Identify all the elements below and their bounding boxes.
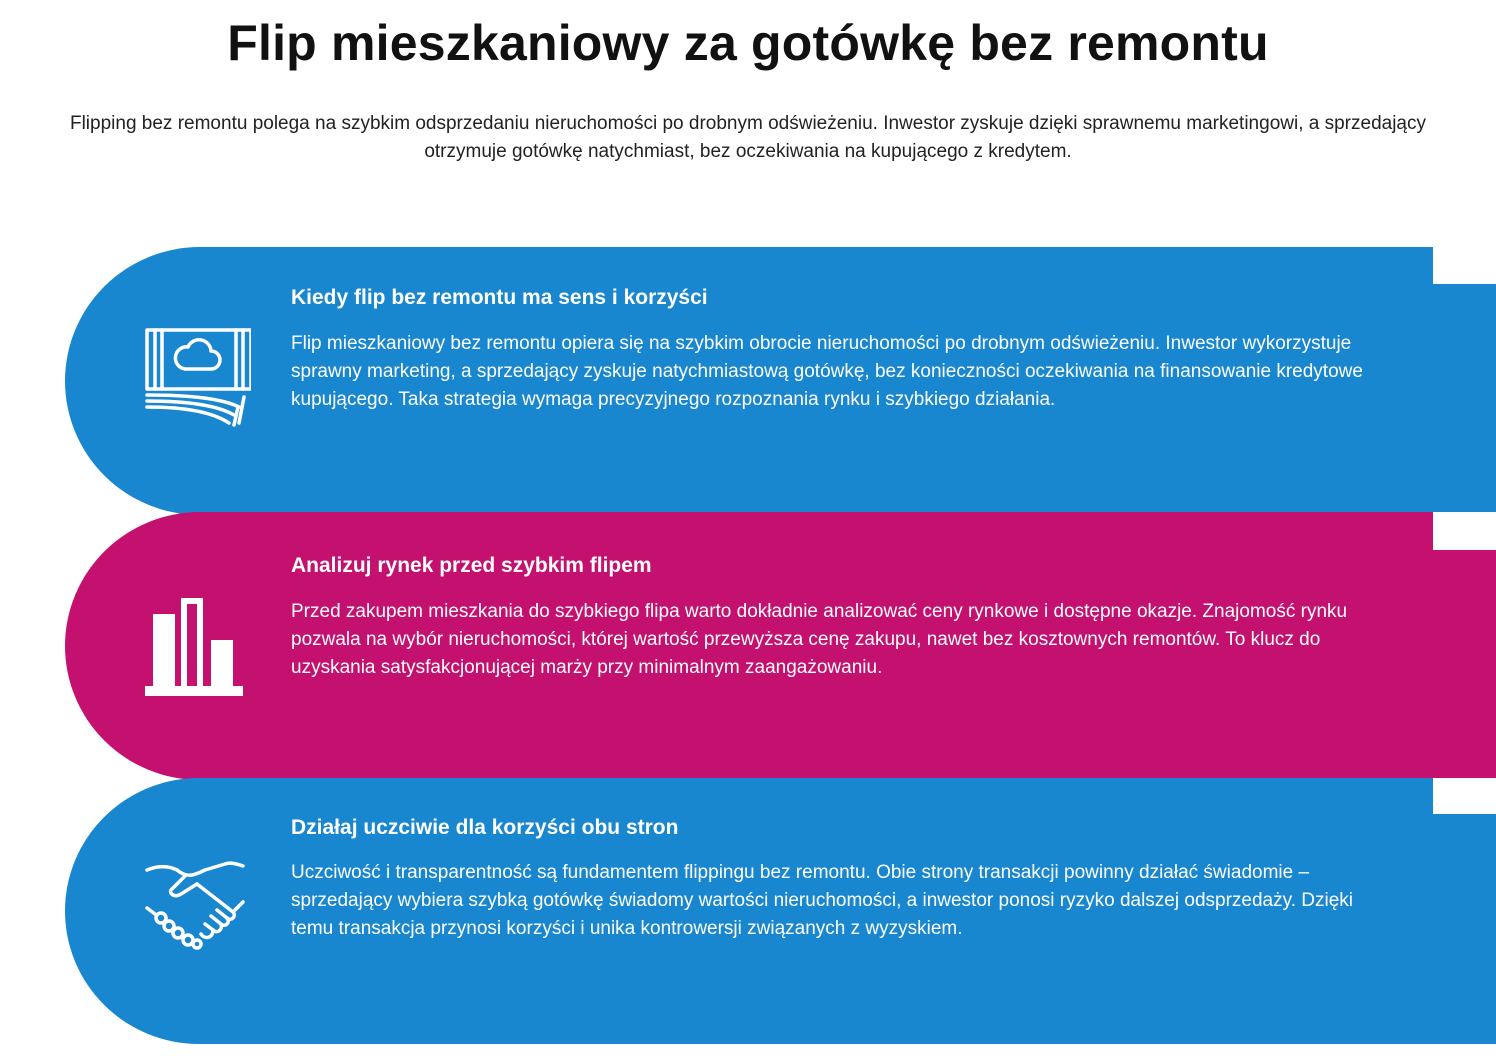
card-flip-benefits [65, 247, 1496, 515]
card-text: Przed zakupem mieszkania do szybkiego flipa warto dokładnie analizować ceny rynkowe i dostępne okazje. Znajomość rynku pozwala na wybór nieruchomości, której wartość przewyższa cenę zakupu, nawet bez kosztownych remontów. To klucz do uzyskania satysfakcjonującej marży przy minimalnym zaangażowaniu. [291, 601, 1348, 678]
cash-bills-icon [141, 327, 251, 427]
bar-chart-icon [141, 598, 245, 698]
card-corner-notch [1433, 247, 1496, 284]
handshake-icon [141, 860, 245, 952]
card-corner-notch [1433, 512, 1496, 550]
card-text: Flip mieszkaniowy bez remontu opiera się na szybkim obrocie nieruchomości po drobnym odświeżeniu. Inwestor wykorzystuje sprawny marketing, a sprzedający zyskuje natychmiastową gotówkę, bez konieczności oczekiwania na finansowanie kredytowe kupującego. Taka strategia wymaga precyzyjnego rozpoznania rynku i szybkiego działania. [291, 333, 1363, 410]
card-corner-notch [1433, 778, 1496, 814]
card-market-analysis [65, 512, 1496, 780]
card-text: Uczciwość i transparentność są fundamentem flippingu bez remontu. Obie strony transakcji powinny działać świadomie – sprzedający wybiera szybką gotówkę świadomy wartości nieruchomości, a inwestor ponosi ryzyko dalszej odsprzedaży. Dzięki temu transakcja przynosi korzyści i unika kontrowersji związanych z wyzyskiem. [291, 862, 1353, 939]
card-fair-dealing [65, 778, 1496, 1044]
card-title: Działaj uczciwie dla korzyści obu stron [291, 816, 679, 839]
card-title: Kiedy flip bez remontu ma sens i korzyści [291, 286, 708, 309]
card-title: Analizuj rynek przed szybkim flipem [291, 554, 652, 577]
page-title: Flip mieszkaniowy za gotówkę bez remontu [227, 15, 1269, 71]
intro-text: Flipping bez remontu polega na szybkim odsprzedaniu nieruchomości po drobnym odświeżeniu. Inwestor zyskuje dzięki sprawnemu marketingowi, a sprzedający otrzymuje gotówkę natychmiast, bez oczekiwania na kupującego z kredytem. [69, 113, 1426, 162]
